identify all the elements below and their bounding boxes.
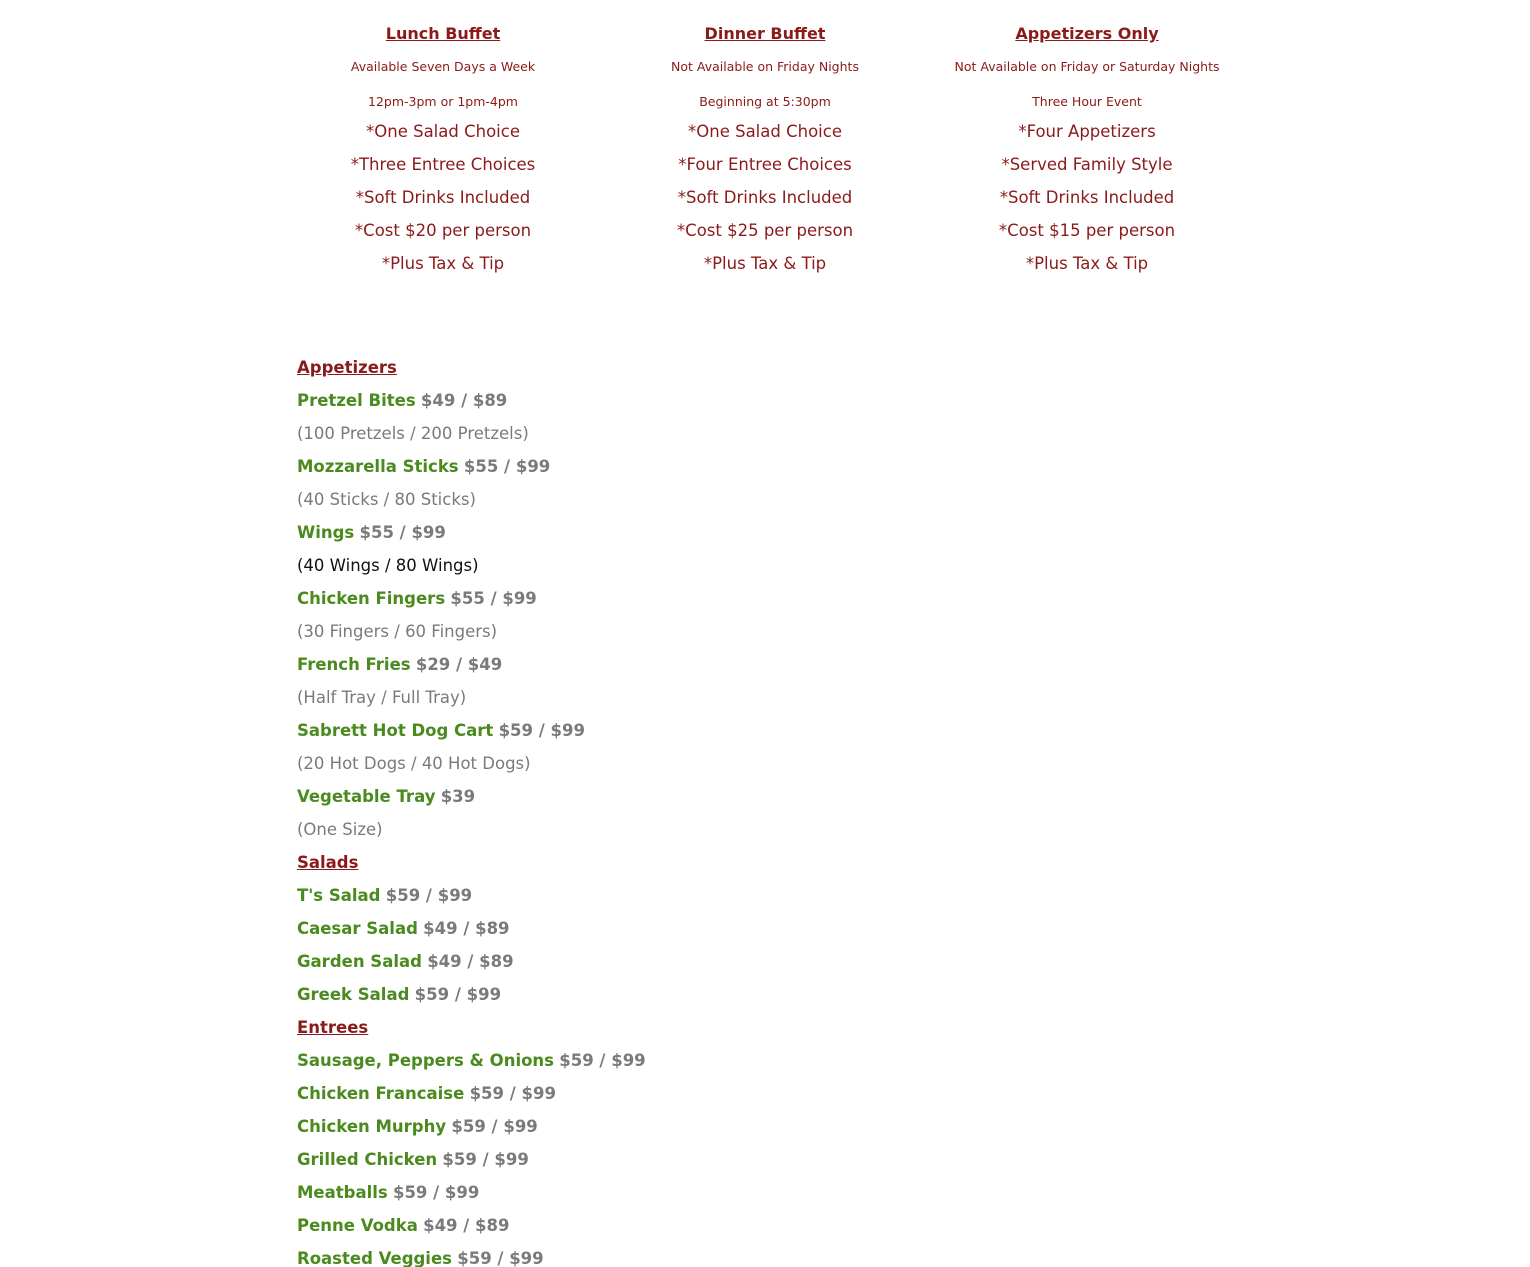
item-price: $59 / $99 [442,1150,529,1169]
menu-item [297,384,646,417]
menu-item [297,582,646,615]
section-heading-entrees: Entrees [297,1018,369,1037]
item-name: Mozzarella Sticks [297,457,459,476]
a-la-carte-menu [297,351,646,1267]
section-heading-appetizers: Appetizers [297,358,397,377]
item-quantity: (40 Sticks / 80 Sticks) [297,490,476,509]
item-price: $49 / $89 [427,952,514,971]
item-quantity: (30 Fingers / 60 Fingers) [297,622,498,641]
item-quantity: (Half Tray / Full Tray) [297,688,467,707]
item-name: Grilled Chicken [297,1150,438,1169]
menu-item [297,1077,646,1110]
item-price: $59 / $99 [457,1249,544,1267]
appetizers-only-tax-note: *Plus Tax & Tip [1025,254,1149,273]
item-price: $55 / $99 [450,589,537,608]
item-name: Chicken Fingers [297,589,446,608]
item-name: Chicken Francaise [297,1084,465,1103]
menu-item [297,1209,646,1242]
item-price: $55 / $99 [359,523,446,542]
item-name: Meatballs [297,1183,388,1202]
dinner-buffet-feature: *Soft Drinks Included [677,188,853,207]
dinner-buffet-availability: Not Available on Friday Nights [671,59,859,74]
item-price: $59 / $99 [469,1084,556,1103]
menu-item [297,1176,646,1209]
menu-item [297,978,646,1011]
menu-item [297,1143,646,1176]
menu-item [297,648,646,681]
appetizers-only-duration: Three Hour Event [1032,94,1142,109]
item-name: Sausage, Peppers & Onions [297,1051,554,1070]
dinner-buffet-hours: Beginning at 5:30pm [699,94,831,109]
lunch-buffet-availability: Available Seven Days a Week [350,59,536,74]
item-price: $59 / $99 [559,1051,646,1070]
item-price: $59 / $99 [451,1117,538,1136]
menu-item [297,1110,646,1143]
menu-item [297,780,646,813]
lunch-buffet-feature: *Soft Drinks Included [355,188,531,207]
dinner-buffet-tax-note: *Plus Tax & Tip [703,254,827,273]
dinner-buffet-title: Dinner Buffet [704,24,826,43]
menu-item [297,1044,646,1077]
item-name: Chicken Murphy [297,1117,447,1136]
appetizers-only-feature: *Soft Drinks Included [999,188,1175,207]
lunch-buffet-cost: *Cost $20 per person [354,221,532,240]
item-price: $49 / $89 [420,391,508,410]
item-price: $59 / $99 [392,1183,480,1202]
item-quantity: (One Size) [297,820,383,839]
lunch-buffet-feature: *Three Entree Choices [350,155,536,174]
appetizers-only-title: Appetizers Only [1015,24,1159,43]
section-heading-salads: Salads [297,853,359,872]
item-name: T's Salad [297,886,381,905]
item-name: Penne Vodka [297,1216,418,1235]
item-name: Garden Salad [297,952,422,971]
item-name: French Fries [297,655,411,674]
item-price: $55 / $99 [463,457,551,476]
lunch-buffet-hours: 12pm-3pm or 1pm-4pm [368,94,518,109]
menu-item [297,516,646,549]
dinner-buffet-feature: *One Salad Choice [688,122,842,141]
menu-item [297,912,646,945]
appetizers-only-availability: Not Available on Friday or Saturday Nights [954,59,1220,74]
item-name: Greek Salad [297,985,410,1004]
menu-item [297,879,646,912]
item-name: Roasted Veggies [297,1249,452,1267]
appetizers-only-column [937,22,1237,280]
item-price: $49 / $89 [423,919,510,938]
menu-item [297,1242,646,1267]
item-price: $29 / $49 [415,655,503,674]
item-quantity: (40 Wings / 80 Wings) [297,556,479,575]
item-price: $59 / $99 [498,721,585,740]
item-name: Pretzel Bites [297,391,416,410]
lunch-buffet-feature: *One Salad Choice [366,122,520,141]
appetizers-only-feature: *Four Appetizers [1018,122,1156,141]
item-price: $49 / $89 [423,1216,510,1235]
item-price: $59 / $99 [385,886,473,905]
item-price: $59 / $99 [414,985,502,1004]
lunch-buffet-title: Lunch Buffet [385,24,501,43]
dinner-buffet-column [615,22,915,280]
appetizers-only-feature: *Served Family Style [1001,155,1173,174]
dinner-buffet-feature: *Four Entree Choices [678,155,852,174]
item-name: Vegetable Tray [297,787,436,806]
item-quantity: (100 Pretzels / 200 Pretzels) [297,424,529,443]
item-name: Wings [297,523,355,542]
appetizers-only-cost: *Cost $15 per person [998,221,1176,240]
item-name: Sabrett Hot Dog Cart [297,721,494,740]
item-name: Caesar Salad [297,919,418,938]
lunch-buffet-column [293,22,593,280]
lunch-buffet-tax-note: *Plus Tax & Tip [381,254,505,273]
menu-item [297,945,646,978]
item-price: $39 [440,787,476,806]
dinner-buffet-cost: *Cost $25 per person [676,221,854,240]
item-quantity: (20 Hot Dogs / 40 Hot Dogs) [297,754,531,773]
menu-item [297,714,646,747]
menu-item [297,450,646,483]
